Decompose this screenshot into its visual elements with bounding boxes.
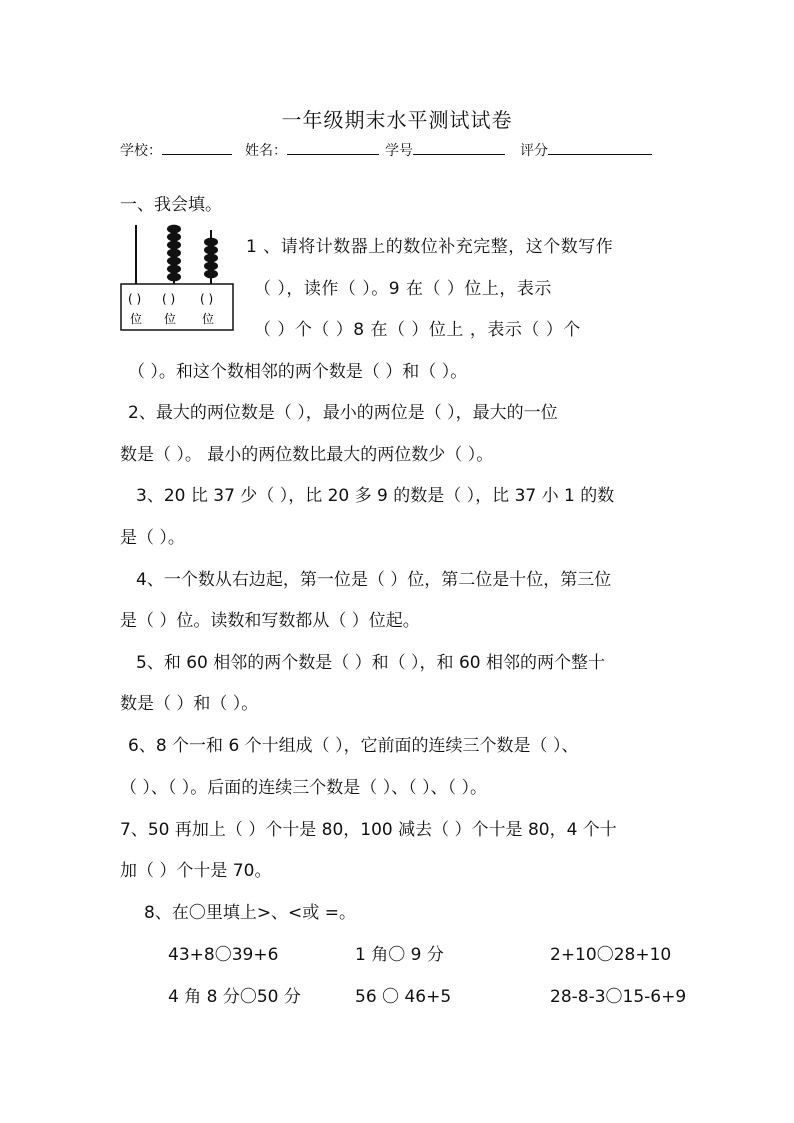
q5-line-1: 5、和 60 相邻的两个数是（ ）和（ ），和 60 相邻的两个整十	[136, 653, 606, 673]
q6-line-2: （ ）、（ ）。后面的连续三个数是（ ）、（ ）、（ ）。	[120, 778, 488, 798]
abacus-label-ones: 位	[202, 312, 215, 326]
score-blank[interactable]	[548, 140, 652, 155]
q2-line-2: 数是（ ）。 最小的两位数比最大的两位数少（ ）。	[120, 445, 494, 465]
abacus-label-hundreds: 位	[130, 312, 143, 326]
abacus-bracket-hundreds: ( )	[128, 292, 142, 306]
q4-line-1: 4、一个数从右边起，第一位是（ ）位，第二位是十位，第三位	[136, 570, 612, 590]
q1-line-3: （ ）个（ ）8 在（ ）位上 ，表示（ ）个	[254, 320, 581, 340]
abacus-beads-ones	[204, 238, 218, 279]
q8-item: 28-8-3〇15-6+9	[550, 987, 687, 1007]
q1-line-2: （ ），读作（ ）。9 在（ ）位上，表示	[254, 279, 552, 299]
abacus-bracket-ones: ( )	[200, 292, 214, 306]
score-label: 评分	[520, 143, 548, 159]
q5-line-2: 数是（ ）和（ ）。	[120, 694, 259, 714]
q8-item: 43+8〇39+6	[168, 945, 279, 965]
q1-line-1: 1 、请将计数器上的数位补充完整，这个数写作	[246, 237, 614, 257]
q8-item: 56 〇 46+5	[355, 987, 452, 1007]
q8-item: 4 角 8 分〇50 分	[168, 987, 301, 1007]
score-field[interactable]	[520, 140, 652, 160]
abacus-figure	[118, 222, 238, 334]
abacus-beads-tens	[167, 225, 181, 282]
q8-item: 2+10〇28+10	[550, 945, 672, 965]
abacus-label-tens: 位	[164, 312, 177, 326]
q3-line-2: 是（ ）。	[120, 528, 185, 548]
name-blank[interactable]	[287, 140, 379, 155]
student-id-field[interactable]	[385, 140, 505, 160]
q2-line-1: 2、最大的两位数是（ ），最小的两位是（ ），最大的一位	[128, 403, 558, 423]
name-label: 姓名：	[245, 143, 287, 159]
name-field[interactable]	[245, 140, 379, 160]
school-label: 学校：	[120, 143, 162, 159]
q7-line-1: 7、50 再加上（ ）个十是 80，100 减去（ ）个十是 80，4 个十	[120, 820, 617, 840]
q8-item: 1 角〇 9 分	[355, 945, 444, 965]
page-title: 一年级期末水平测试试卷	[281, 108, 513, 132]
student-id-label: 学号	[385, 143, 413, 159]
q3-line-1: 3、20 比 37 少（ ），比 20 多 9 的数是（ ），比 37 小 1 的数	[136, 486, 615, 506]
q4-line-2: 是（ ）位。读数和写数都从（ ）位起。	[120, 611, 420, 631]
q6-line-1: 6、8 个一和 6 个十组成（ ），它前面的连续三个数是（ ）、	[128, 736, 579, 756]
school-field[interactable]	[120, 140, 232, 160]
q8-prompt: 8、在〇里填上>、<或 =。	[144, 903, 356, 923]
q7-line-2: 加（ ）个十是 70。	[120, 861, 272, 881]
section-heading: 一、我会填。	[120, 195, 222, 215]
q1-line-4: （ ）。和这个数相邻的两个数是（ ）和（ ）。	[128, 362, 468, 382]
abacus-bracket-tens: ( )	[162, 292, 176, 306]
student-id-blank[interactable]	[413, 140, 505, 155]
school-blank[interactable]	[162, 140, 232, 155]
